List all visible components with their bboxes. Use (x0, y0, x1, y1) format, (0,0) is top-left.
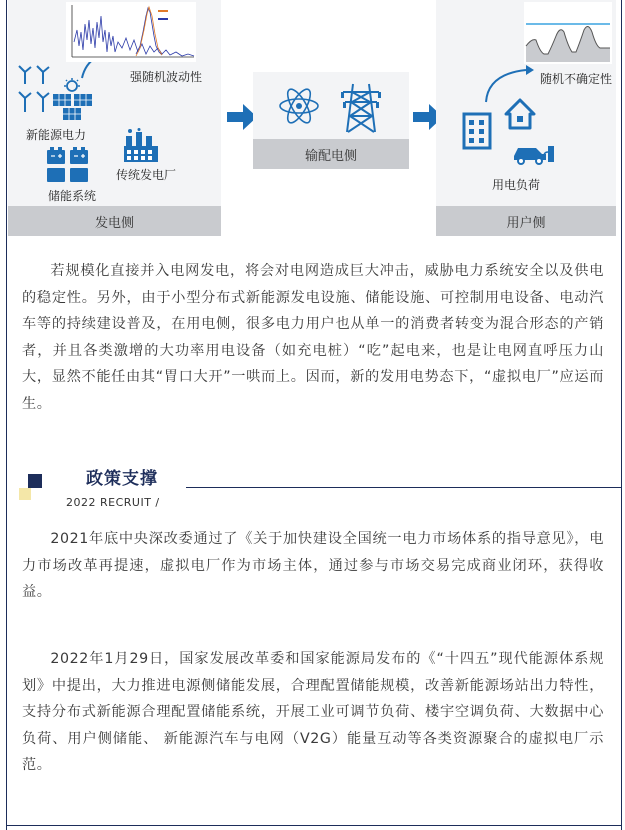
generation-footer: 发电侧 (8, 206, 221, 236)
building-icon (462, 112, 492, 150)
section-title: 政策支撑 (86, 469, 158, 489)
house-icon (504, 98, 536, 130)
factory-icon (124, 128, 160, 164)
new-energy-label: 新能源电力 (26, 128, 87, 142)
policy-paragraph-1: 2021年底中央深改委通过了《关于加快建设全国统一电力市场体系的指导意见》，电力市场改革再提速，虚拟电厂作为市场主体，通过参与市场交易完成商业闭环，获得收益。 (22, 531, 604, 600)
frame-bottom-border (6, 825, 622, 826)
generation-panel (8, 0, 221, 236)
wind-turbine-icon (16, 62, 52, 114)
load-label: 用电负荷 (492, 178, 541, 192)
atom-icon (277, 84, 321, 128)
battery-icon (44, 146, 94, 186)
power-system-diagram (6, 0, 622, 236)
solar-panel-icon (50, 78, 96, 122)
navy-square (28, 474, 42, 488)
policy-paragraph-2: 2022年1月29日，国家发展改革委和国家能源局发布的《“十四五”现代能源体系规划》中提出，大力推进电源侧储能发展，合理配置储能规模，改善新能源场站出力特性，支持分布式新能源合理配置储能系统，开展工业可调节负荷、楼宇空调负荷、大数据中心负荷、用户侧储能、 新能源汽车与电网（V2G）能量互动等各类资源聚合的虚拟电厂示范。 (22, 651, 604, 773)
load-chart-thumbnail (524, 2, 612, 64)
uncertainty-label: 随机不确定性 (540, 72, 613, 86)
grid-footer: 输配电侧 (253, 139, 409, 169)
intro-paragraph: 若规模化直接并入电网发电，将会对电网造成巨大冲击，威胁电力系统安全以及供电的稳定性。另外，由于小型分布式新能源发电设施、储能设施、可控制用电设备、电动汽车等的持续建设普及，在用电侧，很多电力用户也从单一的消费者转变为混合形态的产销者，并且各类激增的大功率用电设备（如充电桩）“吃”起电来，也是让电网直呼压力山大，显然不能任由其“胃口大开”一哄而上。因而，新的发用电势态下，“虚拟电厂”应运而生。 (22, 263, 604, 412)
storage-label: 储能系统 (48, 189, 97, 203)
fluctuation-chart-thumbnail (66, 2, 196, 62)
grid-panel (253, 72, 409, 169)
transmission-tower-icon (339, 80, 383, 134)
section-divider (186, 487, 622, 488)
ev-charging-icon (512, 140, 556, 166)
fluctuation-label: 强随机波动性 (130, 70, 203, 84)
user-footer: 用户侧 (436, 206, 616, 236)
section-decoration (16, 471, 46, 501)
gold-square (19, 488, 31, 500)
section-subtitle: 2022 RECRUIT / (66, 496, 160, 509)
traditional-plant-label: 传统发电厂 (116, 168, 177, 182)
user-panel (436, 0, 616, 236)
